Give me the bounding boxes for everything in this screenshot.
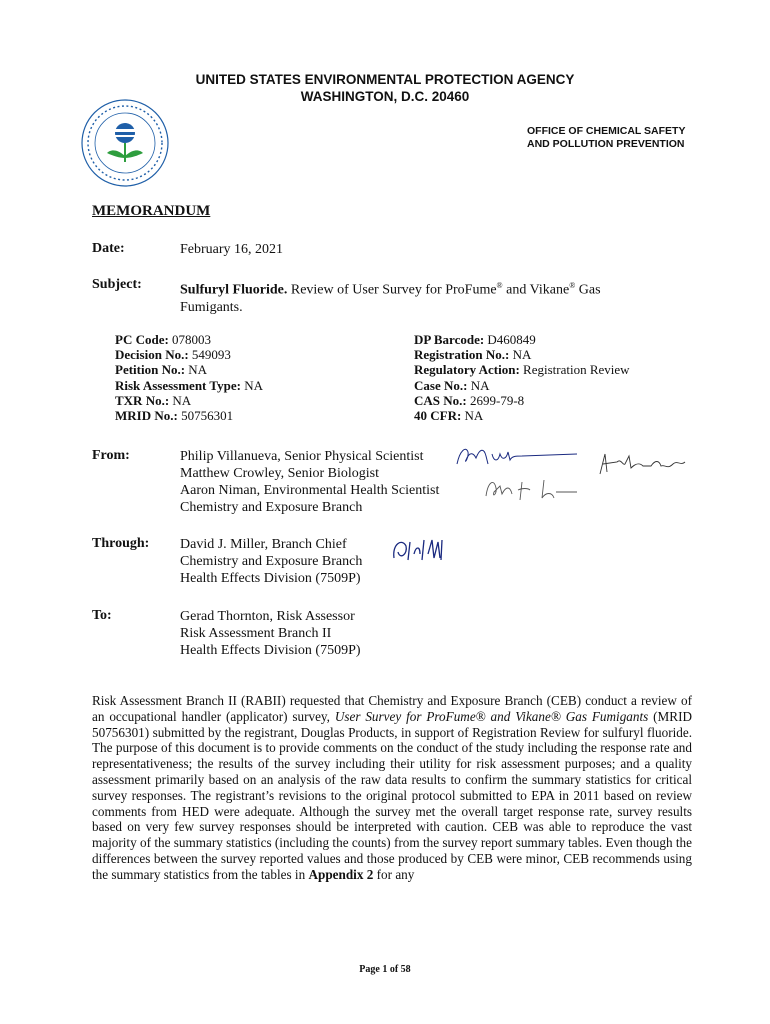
agency-name: UNITED STATES ENVIRONMENTAL PROTECTION AGENCY (195, 72, 575, 87)
from-label: From: (92, 448, 130, 463)
to-line: Gerad Thornton, Risk Assessor (180, 609, 355, 624)
through-line: Health Effects Division (7509P) (180, 571, 361, 586)
to-line: Health Effects Division (7509P) (180, 643, 361, 658)
signature-miller (388, 532, 448, 566)
from-line: Chemistry and Exposure Branch (180, 500, 363, 515)
office-name (527, 125, 685, 151)
date-value: February 16, 2021 (180, 242, 284, 257)
code-value: NA (169, 392, 192, 408)
code-row (115, 408, 263, 423)
through-line: David J. Miller, Branch Chief (180, 537, 347, 552)
code-key: Risk Assessment Type: (115, 377, 241, 393)
reg-mark-2: ® (569, 281, 576, 290)
office-line-1: OFFICE OF CHEMICAL SAFETY (527, 125, 686, 137)
subject-text-1: Review of User Survey for ProFume (287, 282, 497, 298)
from-line: Aaron Niman, Environmental Health Scientist (180, 483, 440, 498)
code-key: TXR No.: (115, 392, 170, 408)
subject-text-3: Gas (575, 282, 601, 298)
code-row (414, 332, 630, 347)
code-value: 078003 (168, 332, 212, 347)
office-line-2: AND POLLUTION PREVENTION (527, 138, 685, 150)
signature-villanueva (452, 442, 582, 472)
reg-mark-1: ® (496, 281, 503, 290)
epa-seal-logo (80, 98, 170, 188)
date-label: Date: (92, 241, 125, 256)
code-value: NA (509, 347, 532, 363)
survey-title: User Survey for ProFume® and Vikane® Gas Fumigants (334, 708, 649, 724)
code-row (414, 408, 630, 423)
subject-value (180, 277, 680, 316)
body-text-3: for any (373, 866, 415, 882)
code-value: D460849 (484, 332, 536, 347)
signature-niman (482, 472, 582, 504)
subject-label: Subject: (92, 277, 142, 292)
code-value: NA (467, 377, 490, 393)
from-block (180, 448, 439, 516)
code-key: 40 CFR: (414, 408, 462, 424)
code-key: Regulatory Action: (414, 362, 520, 378)
code-row (115, 393, 263, 408)
code-key: PC Code: (115, 332, 169, 347)
from-line: Matthew Crowley, Senior Biologist (180, 466, 379, 481)
code-key: CAS No.: (414, 392, 467, 408)
code-value: 2699-79-8 (466, 392, 525, 408)
subject-bold: Sulfuryl Fluoride. (180, 282, 288, 298)
codes-right (414, 332, 630, 423)
code-value: 549093 (188, 347, 231, 363)
through-line: Chemistry and Exposure Branch (180, 554, 363, 569)
through-block (180, 536, 362, 587)
code-row (115, 332, 263, 347)
agency-city: WASHINGTON, D.C. 20460 (300, 89, 470, 104)
codes-left (115, 332, 263, 423)
body-text-1: Risk Assessment Branch II (RABII) requested that Chemistry and Exposure Branch (CEB) conduct a review of an occupational handler (applicator) survey, (92, 693, 692, 724)
signature-crowley (595, 446, 690, 482)
code-row (115, 362, 263, 377)
code-value: 50756301 (177, 408, 234, 424)
through-label: Through: (92, 536, 150, 551)
code-key: Registration No.: (414, 347, 510, 363)
appendix-ref: Appendix 2 (308, 866, 374, 882)
code-key: DP Barcode: (414, 332, 485, 347)
body-text-2: (MRID 50756301) submitted by the registrant, Douglas Products, in support of Registration Review for sulfuryl fluoride. The purpose of this document is to provide comments on the conduct of the study including the response rate and representativeness; the results of the survey including their utility for risk assessment purposes; and a quality assessment primarily based on an analysis of the raw data results to confirm the summary statistics for critical survey responses. The registrant’s revisions to the original protocol submitted to EPA in 2011 based on review comments from HED were adequate. Although the survey met the overall target response rate, survey results based on very few survey responses should be interpreted with caution. CEB was able to reproduce the vast majority of the summary statistics (including the counts) from the survey report summary tables. Even though the differences between the survey reported values and those produced by CEB were minor, CEB recommends using the summary statistics from the tables in (92, 708, 692, 882)
subject-text-2: and Vikane (502, 282, 570, 298)
code-row (414, 378, 630, 393)
code-value: NA (240, 377, 263, 393)
code-row (115, 347, 263, 362)
code-value: NA (185, 362, 208, 378)
code-value: NA (461, 408, 484, 424)
code-key: MRID No.: (115, 408, 178, 424)
code-value: Registration Review (519, 362, 630, 378)
to-label: To: (92, 608, 112, 623)
to-line: Risk Assessment Branch II (180, 626, 332, 641)
code-row (414, 362, 630, 377)
to-block (180, 608, 361, 659)
from-line: Philip Villanueva, Senior Physical Scientist (180, 449, 424, 464)
code-row (115, 378, 263, 393)
code-key: Petition No.: (115, 362, 186, 378)
body-paragraph (92, 693, 692, 883)
code-key: Case No.: (414, 377, 468, 393)
code-row (414, 347, 630, 362)
subject-line-2: Fumigants. (180, 299, 243, 315)
memo-title: MEMORANDUM (92, 203, 211, 219)
page-number: Page 1 of 58 (359, 964, 411, 975)
code-key: Decision No.: (115, 347, 189, 363)
code-row (414, 393, 630, 408)
